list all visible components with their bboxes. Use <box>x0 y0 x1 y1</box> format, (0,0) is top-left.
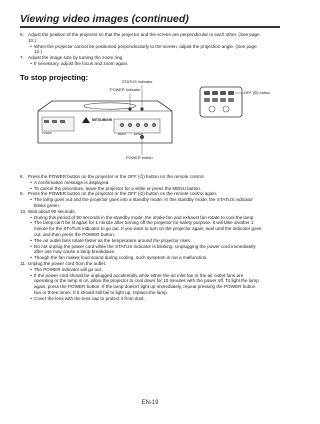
bullet-icon: • <box>30 179 32 185</box>
bullet-icon: • <box>30 185 32 191</box>
power-button-label: POWER button <box>126 155 153 160</box>
projector-figure <box>30 79 271 169</box>
bullet-text-cont: out, and then press the POWER button. <box>34 231 115 237</box>
bullet-text-cont: blinks green. <box>34 202 61 208</box>
bullet-icon: • <box>30 255 32 261</box>
bullet-text-cont: two or three times. If it should still fail to light up, replace the lamp. <box>34 289 169 295</box>
bullet-text-cont: minute for the STATUS indicator to go out. If you want to turn on the projector again, wait until the indicator goes <box>34 226 262 232</box>
step-number: 10. <box>20 208 27 214</box>
bullet-item <box>20 296 282 302</box>
bullet-icon: • <box>30 214 32 220</box>
button-label: MENU <box>118 133 126 136</box>
step-number: 6. <box>20 32 24 37</box>
step-text: Adjust the image size by turning the zoom ring. <box>28 55 124 61</box>
bullet-text: The air outlet fans rotate faster as the temperature around the projector rises. <box>34 237 192 243</box>
bullet-text: If the power cord should be unplugged accidentally while either the air inlet fan or the air outlet fans are <box>34 272 244 278</box>
bullet-text-cont: 12.) <box>34 49 42 55</box>
step-number: 8. <box>20 174 24 179</box>
status-indicator-label: STATUS indicator <box>122 79 153 84</box>
bullet-icon: • <box>30 197 32 203</box>
brand-text: MITSUBISHI <box>92 118 113 122</box>
bullet-icon: • <box>30 43 32 49</box>
bullet-item <box>20 44 282 50</box>
section-title: To stop projecting: <box>20 73 89 82</box>
step-number: 9. <box>20 191 24 197</box>
status-indicator-led <box>140 107 143 110</box>
bullet-text: Though the fan makes loud sound during cooling, such symptom is not a malfunction. <box>34 255 208 261</box>
bullet-text-cont: again, press the POWER button. If the lamp doesn't light up immediately, repeat pressing the POWER button <box>34 284 256 290</box>
bullet-icon: • <box>30 237 32 243</box>
steps-top <box>20 32 282 67</box>
bullet-text: If necessary, adjust the focus and zoom again. <box>34 60 129 66</box>
bullet-text: The lamp goes out and the projector goes into a standby mode. In this standby mode, the STATUS indicator <box>34 197 253 203</box>
bullet-icon: • <box>30 272 32 278</box>
bullet-text-cont: operating or the lamp is on, allow the projector to cool down for 10 minutes with the power off. To light the lamp <box>34 278 259 284</box>
step-text: Press the POWER button on the projector or the OFF (⏻) button on the remote control again. <box>28 191 218 197</box>
power-indicator-led <box>128 107 131 110</box>
remote-control <box>200 87 244 117</box>
off-button-shape <box>228 91 234 95</box>
bullet-item <box>20 61 282 67</box>
bullet-icon: • <box>30 266 32 272</box>
bullet-icon: • <box>30 295 32 301</box>
step-number: 7. <box>20 55 24 61</box>
page-header <box>20 13 280 27</box>
button-label: ENTER <box>134 133 143 136</box>
bullet-text: A confirmation message is displayed. <box>34 179 110 185</box>
step-6 <box>20 32 282 38</box>
step-text: Press the POWER button on the projector or the OFF (⏻) button on the remote control. <box>28 174 205 179</box>
header-rule <box>20 26 280 28</box>
step-text-cont: 10.) <box>28 37 36 43</box>
button-label: POWER <box>42 132 52 135</box>
bullet-icon: • <box>30 243 32 249</box>
bullet-text: The lamp can't be lit again for 1 minute after turning off the projector for safety purpose. It will take another 1 <box>34 220 254 226</box>
bullet-text: Cover the lens with the lens cap to protect it from dust. <box>34 295 145 301</box>
bullet-icon: • <box>30 220 32 226</box>
step-text: Wait about 90 seconds. <box>28 208 76 214</box>
bullet-text: To cancel the procedure, leave the projector for a while or press the MENU button. <box>34 185 202 191</box>
bullet-text: When the projector cannot be positioned perpendicularly to the screen, adjust the projection angle. (See page <box>34 43 257 49</box>
step-number: 11. <box>20 260 27 266</box>
bullet-text-cont: after use may cause a lamp breakdown. <box>34 249 116 255</box>
bullet-text: The POWER indicator will go out. <box>34 266 103 272</box>
bullet-text: Do not unplug the power cord while the STATUS indicator is blinking. Unplugging the power cord immediately <box>34 243 256 249</box>
page-title: Viewing video images (continued) <box>20 13 189 25</box>
bullet-text: During this period of 90 seconds in the standby mode, the intake fan and exhaust fan rotate to cool the lamp. <box>34 214 255 220</box>
power-indicator-label: POWER indicator <box>110 87 141 92</box>
page-number: EN-19 <box>141 400 159 406</box>
step-text: Adjust the position of the projector so that the projector and the screen are perpendicular to each other. (See page <box>28 32 260 37</box>
step-text: Unplug the power cord from the outlet. <box>28 260 107 266</box>
bullet-icon: • <box>30 60 32 66</box>
steps-bottom <box>20 174 282 302</box>
off-button-label: OFF (⏻) button <box>244 90 271 95</box>
